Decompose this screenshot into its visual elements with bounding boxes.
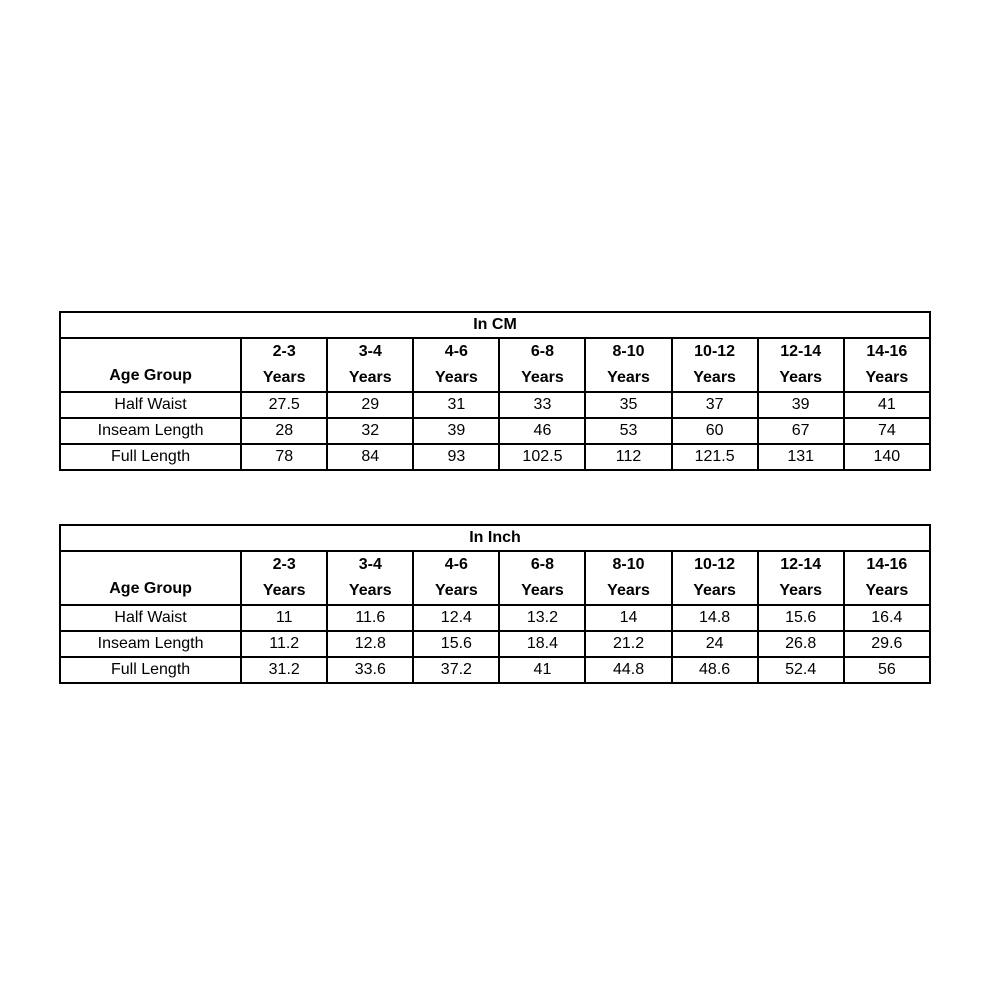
measurement-cell: 33: [499, 392, 585, 418]
row-label: Inseam Length: [60, 631, 241, 657]
age-column-header: [413, 551, 499, 605]
age-column-header: [241, 338, 327, 392]
age-range: 3-4: [358, 556, 382, 573]
age-unit: Years: [435, 582, 478, 599]
age-range: 3-4: [358, 343, 382, 360]
table-row: [60, 605, 930, 631]
age-column-header: [327, 338, 413, 392]
row-label: Inseam Length: [60, 418, 241, 444]
age-unit: Years: [521, 369, 564, 386]
measurement-cell: 16.4: [844, 605, 930, 631]
age-column-header: [844, 338, 930, 392]
measurement-cell: 18.4: [499, 631, 585, 657]
measurement-cell: 11.2: [241, 631, 327, 657]
measurement-cell: 56: [844, 657, 930, 683]
age-unit: Years: [865, 582, 909, 599]
age-unit: Years: [262, 369, 306, 386]
measurement-cell: 31: [413, 392, 499, 418]
measurement-cell: 39: [413, 418, 499, 444]
measurement-cell: 21.2: [585, 631, 671, 657]
table-header-row: [60, 551, 930, 605]
age-column-header: [241, 551, 327, 605]
age-unit: Years: [348, 369, 392, 386]
table-title: In CM: [60, 312, 930, 338]
age-range: 10-12: [694, 343, 736, 360]
age-unit: Years: [779, 369, 823, 386]
age-range: 6-8: [530, 556, 554, 573]
age-unit: Years: [693, 369, 736, 386]
size-chart-inch-table: [59, 524, 931, 684]
table-row: [60, 657, 930, 683]
age-column-header: [585, 551, 671, 605]
measurement-cell: 46: [499, 418, 585, 444]
row-label: Half Waist: [60, 605, 241, 631]
age-unit: Years: [607, 369, 650, 386]
measurement-cell: 60: [672, 418, 758, 444]
measurement-cell: 11: [241, 605, 327, 631]
table-title-row: [60, 525, 930, 551]
age-column-header: [844, 551, 930, 605]
age-column-header: [758, 551, 844, 605]
measurement-cell: 93: [413, 444, 499, 470]
table-header-row: [60, 338, 930, 392]
age-column-header: [499, 551, 585, 605]
age-column-header: [413, 338, 499, 392]
measurement-cell: 53: [585, 418, 671, 444]
age-range: 4-6: [444, 343, 468, 360]
measurement-cell: 11.6: [327, 605, 413, 631]
age-range: 4-6: [444, 556, 468, 573]
age-column-header: [327, 551, 413, 605]
measurement-cell: 67: [758, 418, 844, 444]
measurement-cell: 15.6: [758, 605, 844, 631]
age-column-header: [585, 338, 671, 392]
age-group-label: Age Group: [60, 338, 241, 392]
measurement-cell: 14.8: [672, 605, 758, 631]
measurement-cell: 29: [327, 392, 413, 418]
age-range: 12-14: [780, 556, 822, 573]
measurement-cell: 39: [758, 392, 844, 418]
measurement-cell: 29.6: [844, 631, 930, 657]
measurement-cell: 35: [585, 392, 671, 418]
age-unit: Years: [779, 582, 823, 599]
age-range: 12-14: [780, 343, 822, 360]
table-row: [60, 444, 930, 470]
measurement-cell: 12.4: [413, 605, 499, 631]
measurement-cell: 44.8: [585, 657, 671, 683]
measurement-cell: 37.2: [413, 657, 499, 683]
age-range: 2-3: [272, 343, 296, 360]
table-row: [60, 418, 930, 444]
measurement-cell: 140: [844, 444, 930, 470]
measurement-cell: 52.4: [758, 657, 844, 683]
age-range: 8-10: [612, 556, 645, 573]
measurement-cell: 26.8: [758, 631, 844, 657]
row-label: Half Waist: [60, 392, 241, 418]
age-range: 14-16: [866, 343, 908, 360]
age-unit: Years: [435, 369, 478, 386]
age-unit: Years: [521, 582, 564, 599]
age-unit: Years: [348, 582, 392, 599]
measurement-cell: 41: [499, 657, 585, 683]
age-group-label: Age Group: [60, 551, 241, 605]
measurement-cell: 15.6: [413, 631, 499, 657]
measurement-cell: 13.2: [499, 605, 585, 631]
age-range: 8-10: [612, 343, 645, 360]
row-label: Full Length: [60, 657, 241, 683]
measurement-cell: 84: [327, 444, 413, 470]
age-column-header: [758, 338, 844, 392]
age-unit: Years: [262, 582, 306, 599]
measurement-cell: 102.5: [499, 444, 585, 470]
measurement-cell: 27.5: [241, 392, 327, 418]
size-chart-cm-table: [59, 311, 931, 471]
measurement-cell: 112: [585, 444, 671, 470]
measurement-cell: 32: [327, 418, 413, 444]
measurement-cell: 28: [241, 418, 327, 444]
age-column-header: [672, 338, 758, 392]
age-column-header: [672, 551, 758, 605]
measurement-cell: 121.5: [672, 444, 758, 470]
age-unit: Years: [865, 369, 909, 386]
table-title-row: [60, 312, 930, 338]
row-label: Full Length: [60, 444, 241, 470]
age-unit: Years: [693, 582, 736, 599]
age-range: 2-3: [272, 556, 296, 573]
measurement-cell: 48.6: [672, 657, 758, 683]
measurement-cell: 37: [672, 392, 758, 418]
table-row: [60, 392, 930, 418]
age-range: 6-8: [530, 343, 554, 360]
age-column-header: [499, 338, 585, 392]
age-range: 10-12: [694, 556, 736, 573]
age-unit: Years: [607, 582, 650, 599]
measurement-cell: 31.2: [241, 657, 327, 683]
table-title: In Inch: [60, 525, 930, 551]
measurement-cell: 41: [844, 392, 930, 418]
age-range: 14-16: [866, 556, 908, 573]
measurement-cell: 74: [844, 418, 930, 444]
table-row: [60, 631, 930, 657]
measurement-cell: 131: [758, 444, 844, 470]
measurement-cell: 12.8: [327, 631, 413, 657]
measurement-cell: 78: [241, 444, 327, 470]
measurement-cell: 33.6: [327, 657, 413, 683]
measurement-cell: 14: [585, 605, 671, 631]
measurement-cell: 24: [672, 631, 758, 657]
